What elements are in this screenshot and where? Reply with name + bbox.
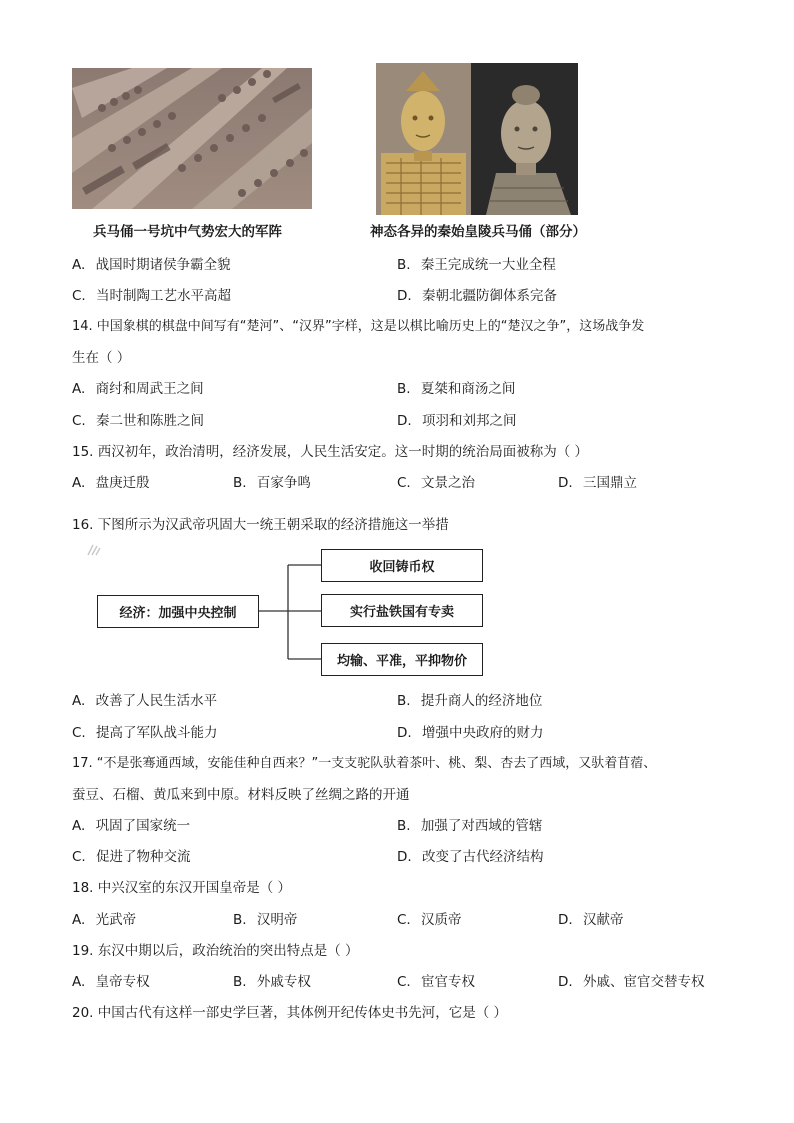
option-b[interactable] — [233, 973, 311, 991]
option-label: A. — [72, 693, 86, 709]
option-text: 提高了军队战斗能力 — [96, 725, 218, 741]
option-d[interactable] — [558, 973, 704, 991]
option-label: B. — [397, 381, 411, 397]
option-d[interactable] — [397, 724, 543, 742]
option-label: A. — [72, 912, 86, 928]
q17-stem-line1: 17. “不是张骞通西域，安能佳种自西来？”一支支驼队驮着茶叶、桃、梨、杏去了西域，又驮着苜蓿、 — [72, 756, 657, 771]
q18-stem: 18. 中兴汉室的东汉开国皇帝是（ ） — [72, 880, 292, 896]
option-label: C. — [72, 725, 86, 741]
option-text: 汉明帝 — [256, 912, 298, 928]
right-figure-caption: 神态各异的秦始皇陵兵马俑（部分） — [370, 224, 586, 240]
option-text: 巩固了国家统一 — [95, 818, 191, 834]
option-text: 秦二世和陈胜之间 — [96, 413, 205, 429]
diagram-branch-label: 均输、平准，平抑物价 — [336, 654, 467, 669]
q16-stem: 16. 下图所示为汉武帝巩固大一统王朝采取的经济措施这一举措 — [72, 517, 449, 533]
option-text: 夏桀和商汤之间 — [420, 381, 516, 397]
option-text: 秦朝北疆防御体系完备 — [421, 288, 557, 304]
option-d[interactable] — [558, 911, 623, 929]
option-label: A. — [72, 818, 86, 834]
option-text: 宦官专权 — [421, 974, 476, 990]
option-a[interactable] — [72, 911, 136, 929]
option-label: C. — [72, 288, 86, 304]
option-label: B. — [397, 257, 411, 273]
option-text: 光武帝 — [95, 912, 137, 928]
option-text: 当时制陶工艺水平高超 — [96, 288, 232, 304]
option-label: C. — [397, 475, 411, 491]
q19-stem: 19. 东汉中期以后，政治统治的突出特点是（ ） — [72, 943, 359, 959]
option-label: D. — [397, 725, 412, 741]
diagram-branch-box-2 — [321, 594, 483, 627]
option-text: 汉献帝 — [582, 912, 624, 928]
diagram-root-label: 经济：加强中央控制 — [119, 606, 237, 621]
diagram-branch-label: 实行盐铁国有专卖 — [349, 605, 454, 620]
option-label: C. — [72, 849, 86, 865]
option-label: B. — [233, 912, 247, 928]
option-text: 加强了对西域的管辖 — [420, 818, 543, 834]
option-text: 外戚、宦官交替专权 — [582, 974, 705, 990]
option-text: 改善了人民生活水平 — [95, 693, 218, 709]
q15-stem: 15. 西汉初年，政治清明，经济发展，人民生活安定。这一时期的统治局面被称为（ ） — [72, 444, 589, 460]
option-text: 改变了古代经济结构 — [421, 849, 544, 865]
option-label: D. — [397, 849, 412, 865]
option-label: C. — [72, 413, 86, 429]
option-c[interactable] — [397, 973, 475, 991]
option-text: 增强中央政府的财力 — [421, 725, 544, 741]
option-label: D. — [558, 974, 573, 990]
option-label: A. — [72, 381, 86, 397]
diagram-branch-label: 收回铸币权 — [369, 560, 435, 575]
option-text: 战国时期诸侯争霸全貌 — [95, 257, 231, 273]
q17-stem-line2: 蚕豆、石榴、黄瓜来到中原。材料反映了丝绸之路的开通 — [72, 787, 410, 803]
diagram-root-box — [97, 595, 259, 628]
option-a[interactable] — [72, 692, 217, 710]
option-a[interactable] — [72, 973, 150, 991]
option-label: C. — [397, 912, 411, 928]
option-text: 项羽和刘邦之间 — [421, 413, 517, 429]
option-label: B. — [397, 818, 411, 834]
option-label: A. — [72, 257, 86, 273]
q20-stem: 20. 中国古代有这样一部史学巨著，其体例开纪传体史书先河，它是（ ） — [72, 1005, 508, 1021]
option-label: D. — [397, 413, 412, 429]
option-text: 商纣和周武王之间 — [95, 381, 204, 397]
diagram-branch-box-1 — [321, 549, 483, 582]
option-c[interactable] — [72, 848, 191, 866]
option-text: 提升商人的经济地位 — [420, 693, 543, 709]
option-a[interactable] — [72, 817, 190, 835]
option-text: 汉质帝 — [421, 912, 462, 928]
option-label: B. — [397, 693, 411, 709]
option-label: A. — [72, 475, 86, 491]
option-text: 盘庚迁殷 — [95, 475, 150, 491]
option-label: D. — [558, 475, 573, 491]
option-label: D. — [397, 288, 412, 304]
option-b[interactable] — [233, 911, 297, 929]
option-text: 外戚专权 — [256, 974, 311, 990]
option-d[interactable] — [397, 848, 543, 866]
option-b[interactable] — [397, 817, 542, 835]
option-label: C. — [397, 974, 411, 990]
option-text: 秦王完成统一大业全程 — [420, 257, 556, 273]
option-text: 皇帝专权 — [95, 974, 150, 990]
diagram-branch-box-3 — [321, 643, 483, 676]
option-label: B. — [233, 475, 247, 491]
left-figure-caption: 兵马俑一号坑中气势宏大的军阵 — [93, 224, 282, 240]
option-text: 文景之治 — [421, 475, 476, 491]
option-label: D. — [558, 912, 573, 928]
option-c[interactable] — [397, 911, 462, 929]
option-label: B. — [233, 974, 247, 990]
option-b[interactable] — [397, 692, 542, 710]
q14-stem-line1: 14. 中国象棋的棋盘中间写有“楚河”、“汉界”字样，这是以棋比喻历史上的“楚汉之争”，这场战争发 — [72, 319, 645, 334]
option-text: 促进了物种交流 — [96, 849, 191, 865]
option-text: 三国鼎立 — [582, 475, 637, 491]
q14-stem-line2: 生在（ ） — [72, 350, 131, 366]
option-label: A. — [72, 974, 86, 990]
option-text: 百家争鸣 — [256, 475, 311, 491]
option-c[interactable] — [72, 724, 218, 742]
